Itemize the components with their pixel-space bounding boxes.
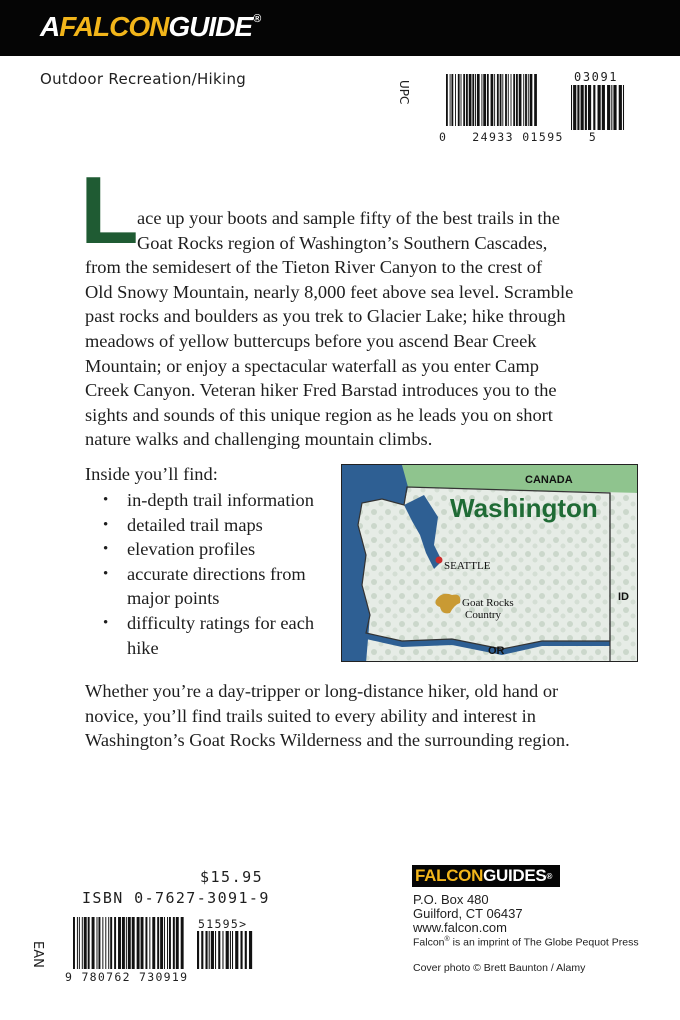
barcode-bar [137, 917, 140, 969]
barcode-bar [483, 74, 486, 126]
barcode-bar [513, 74, 515, 126]
feature-item [100, 537, 340, 562]
barcode-bar [451, 74, 453, 126]
closing-line: Washington’s Goat Rocks Wilderness and the surrounding region. [85, 730, 570, 751]
label-canada: CANADA [525, 474, 573, 486]
intro-line: Mountain; or enjoy a spectacular waterfall as you enter Camp [85, 355, 539, 376]
barcode-bar [169, 917, 171, 969]
barcode-bar [157, 917, 159, 969]
intro-line: sights and sounds of this unique region as he leads you on short [85, 404, 553, 425]
barcode-bar [497, 74, 499, 126]
barcode-bar [505, 74, 507, 126]
barcode-bar [528, 74, 529, 126]
barcode-bar [160, 917, 163, 969]
barcode-bar [477, 74, 480, 126]
label-oregon: OR [488, 645, 505, 657]
feature-list [100, 488, 340, 660]
barcode-bar [201, 931, 203, 969]
feature-item [100, 611, 340, 660]
barcode-bar [469, 74, 472, 126]
barcode-bar [230, 931, 231, 969]
barcode-bar [126, 917, 127, 969]
barcode-bar [511, 74, 512, 126]
barcode-bar [110, 917, 112, 969]
bullet-icon: • [103, 516, 109, 533]
photo-credit: Cover photo © Brett Baunton / Alamy [413, 962, 586, 974]
barcode-bar [149, 917, 150, 969]
fg-logo-registered-mark: ® [546, 872, 553, 881]
label-goat-rocks: Goat Rocks [462, 597, 514, 609]
closing-line: Whether you’re a day-tripper or long-distance hiker, old hand or [85, 681, 559, 701]
barcode-bar [118, 917, 121, 969]
ean-addon-barcode [197, 931, 253, 969]
barcode-bar [475, 74, 476, 126]
feature-item [100, 513, 340, 538]
category-label: Outdoor Recreation/Hiking [40, 70, 247, 88]
intro-line: nature walks and challenging mountain climbs. [85, 429, 433, 450]
upc-label: UPC [397, 80, 411, 105]
barcode-bar [218, 931, 220, 969]
barcode-bar [607, 85, 610, 130]
barcode-bar [611, 85, 612, 130]
barcode-bar [571, 85, 572, 130]
barcode-bar [593, 85, 595, 130]
feature-text: elevation profiles [127, 539, 256, 560]
barcode-bar [176, 917, 179, 969]
barcode-bar [463, 74, 465, 126]
barcode-bar [141, 917, 144, 969]
barcode-bar [245, 931, 247, 969]
label-country: Country [465, 609, 502, 621]
imprint-registered-mark: ® [444, 936, 450, 943]
logo-falcon: FALCON [59, 11, 169, 42]
seattle-dot [436, 557, 443, 564]
label-washington: Washington [450, 493, 598, 523]
barcode-bar [525, 74, 527, 126]
barcode-bar [502, 74, 503, 126]
logo-registered-mark: ® [253, 13, 261, 25]
feature-item [100, 488, 340, 513]
bullet-icon: • [103, 541, 109, 558]
upc-digits: 0 24933 01595 5 [439, 130, 598, 144]
barcode-bar [173, 917, 175, 969]
barcode-bar [128, 917, 131, 969]
ean-label: EAN [30, 941, 45, 968]
barcode-bar [534, 74, 537, 126]
barcode-bar [92, 917, 95, 969]
ean-addon-digits: 51595> [198, 917, 248, 931]
label-seattle: SEATTLE [444, 560, 491, 572]
barcode-bar [455, 74, 456, 126]
barcode-bar [209, 931, 210, 969]
barcode-bar [152, 917, 155, 969]
barcode-bar [494, 74, 495, 126]
barcode-bar [205, 931, 207, 969]
intro-line: Old Snowy Mountain, nearly 8,000 feet above sea level. Scramble [85, 281, 574, 302]
inside-title: Inside you’ll find: [85, 464, 218, 484]
barcode-bar [235, 931, 238, 969]
label-idaho: ID [618, 591, 629, 603]
publisher-website: www.falcon.com [413, 920, 507, 935]
map-graphic [342, 465, 638, 662]
publisher-imprint [413, 936, 639, 949]
publisher-city: Guilford, CT 06437 [413, 906, 523, 921]
barcode-bar [215, 931, 216, 969]
barcode-bar [519, 74, 522, 126]
barcode-bar [577, 85, 579, 130]
barcode-bar [588, 85, 591, 130]
barcode-bar [105, 917, 106, 969]
barcode-bar [573, 85, 576, 130]
barcode-bar [122, 917, 125, 969]
barcode-bar [240, 931, 242, 969]
intro-line: past rocks and boulders as you trek to Glacier Lake; hike through [85, 306, 566, 327]
feature-item [100, 562, 340, 611]
barcode-bar [466, 74, 468, 126]
barcode-bar [500, 74, 502, 126]
barcode-bar [84, 917, 87, 969]
barcode-bar [77, 917, 78, 969]
barcode-bar [164, 917, 165, 969]
feature-text: in-depth trail information [127, 490, 314, 510]
barcode-bar [108, 917, 109, 969]
upc-addon-digits: 03091 [574, 70, 619, 84]
washington-map [341, 464, 638, 662]
barcode-bar [585, 85, 587, 130]
ean-digits: 9 780762 730919 [65, 970, 189, 984]
barcode-bar [102, 917, 103, 969]
falcon-guide-logo [40, 11, 260, 45]
fg-logo-falcon: FALCON [415, 866, 484, 885]
barcode-bar [581, 85, 584, 130]
barcode-bar [88, 917, 90, 969]
barcode-bar [79, 917, 80, 969]
publisher-po-box: P.O. Box 480 [413, 892, 489, 907]
intro-line: from the semidesert of the Tieton River Canyon to the crest of [85, 257, 543, 278]
barcode-bar [73, 917, 75, 969]
intro-line: Goat Rocks region of Washington’s Southern Cascades, [137, 232, 548, 253]
imprint-text: is an imprint of The Globe Pequot Press [449, 936, 639, 949]
fg-logo-guides: GUIDES [483, 866, 547, 885]
barcode-bar [132, 917, 135, 969]
barcode-bar [458, 74, 460, 126]
bullet-icon: • [103, 614, 109, 631]
barcode-bar [619, 85, 622, 130]
upc-addon-barcode [571, 85, 627, 130]
barcode-bar [472, 74, 474, 126]
barcode-bar [211, 931, 214, 969]
barcode-bar [598, 85, 601, 130]
intro-line: ace up your boots and sample fifty of the best trails in the [137, 208, 560, 228]
barcode-bar [232, 931, 233, 969]
logo-guide: GUIDE [168, 11, 253, 42]
barcode-bar [197, 931, 199, 969]
logo-a: A [40, 11, 60, 42]
feature-text: detailed trail maps [127, 514, 263, 535]
closing-line: novice, you’ll find trails suited to every ability and interest in [85, 705, 536, 726]
barcode-bar [82, 917, 83, 969]
bullet-icon: • [103, 565, 109, 582]
bullet-icon: • [103, 492, 109, 508]
barcode-bar [481, 74, 482, 126]
isbn: ISBN 0-7627-3091-9 [82, 889, 270, 907]
feature-text: accurate directions from major points [127, 563, 306, 609]
barcode-bar [602, 85, 605, 130]
barcode-bar [114, 917, 116, 969]
barcode-bar [145, 917, 147, 969]
barcode-bar [613, 85, 616, 130]
feature-text: difficulty ratings for each hike [127, 612, 315, 658]
barcode-bar [167, 917, 168, 969]
imprint-name: Falcon [413, 936, 445, 949]
barcode-bar [97, 917, 98, 969]
barcode-bar [623, 85, 624, 130]
barcode-bar [249, 931, 252, 969]
barcode-bar [226, 931, 229, 969]
ean-barcode [73, 917, 185, 969]
drop-cap-letter: L [80, 157, 139, 264]
barcode-bar [530, 74, 533, 126]
intro-line: Creek Canyon. Veteran hiker Fred Barstad introduces you to the [85, 380, 557, 401]
price: $15.95 [200, 868, 264, 886]
barcode-bar [222, 931, 223, 969]
barcode-bar [523, 74, 524, 126]
barcode-bar [508, 74, 509, 126]
barcode-bar [98, 917, 100, 969]
barcode-bar [487, 74, 489, 126]
barcode-bar [446, 74, 448, 126]
upc-barcode [446, 74, 538, 126]
barcode-bar [181, 917, 184, 969]
falcon-guides-logo [412, 865, 560, 887]
barcode-bar [450, 74, 451, 126]
barcode-bar [491, 74, 494, 126]
barcode-bar [461, 74, 462, 126]
drop-cap [80, 157, 139, 264]
barcode-bar [516, 74, 518, 126]
intro-line: meadows of yellow buttercups before you ascend Bear Creek [85, 331, 537, 351]
